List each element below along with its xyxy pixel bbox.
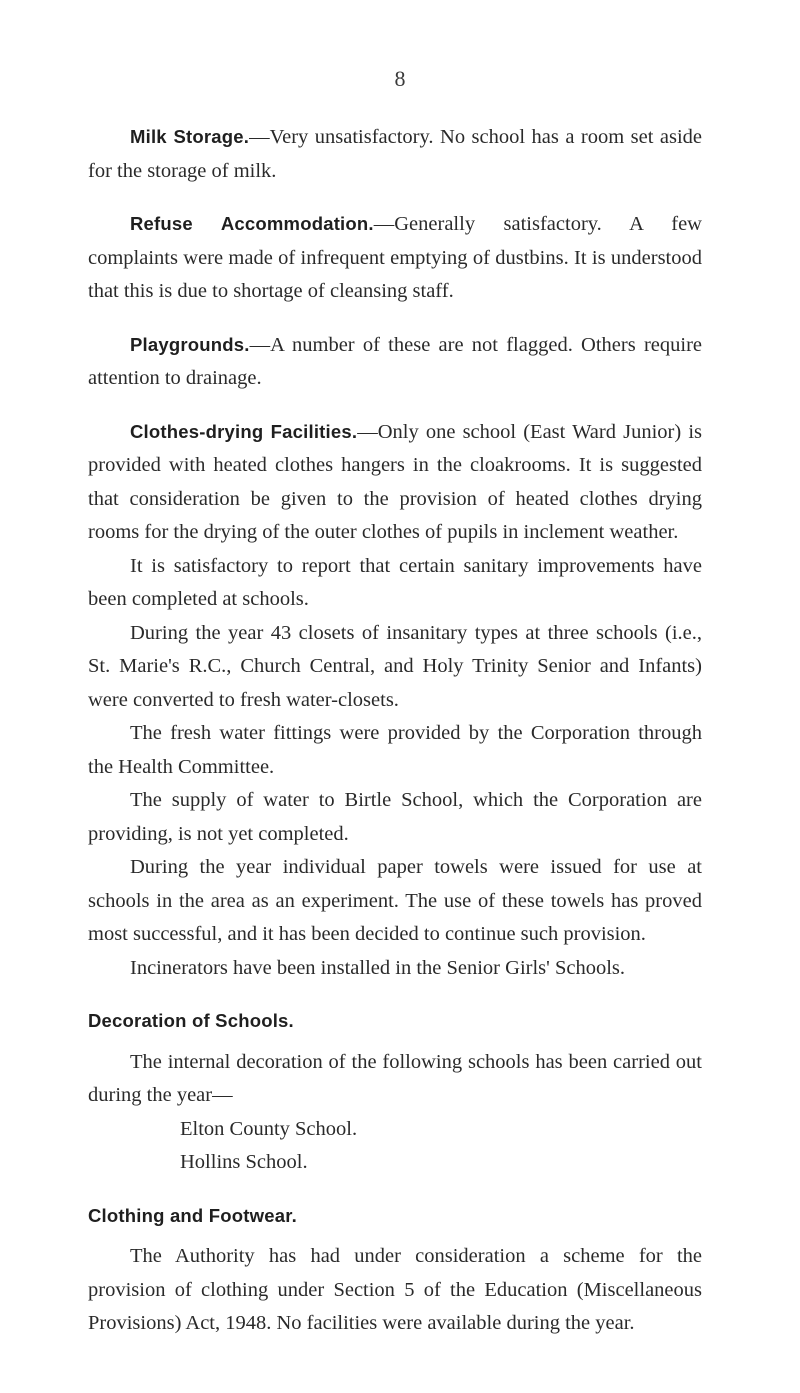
clothing-heading: Clothing and Footwear. [88,1204,297,1226]
playgrounds-text: —A number of these are not flagged. Others require attention to drainage. [88,333,702,389]
page-number: 8 [394,66,406,91]
birtle-water-supply-paragraph: The supply of water to Birtle School, which the Corporation are providing, is not yet completed. [88,789,702,845]
document-body [88,120,702,1341]
clothes-drying-text: —Only one school (East Ward Junior) is provided with heated clothes hangers in the cloakrooms. It is suggested that consideration be given to the provision of heated clothes drying rooms for the drying of the outer clothes of pupils in inclement weather. [88,420,702,543]
clothes-drying-paragraph [88,415,702,550]
decoration-school-item: Elton County School. [180,1117,358,1140]
refuse-accommodation-text: —Generally satisfactory. A few complaints were made of infrequent emptying of dustbins. It is understood that this is due to shortage of cleansing staff. [88,213,702,302]
clothing-text: The Authority has had under consideration a scheme for the provision of clothing under Section 5 of the Education (Miscellaneous Provisions) Act, 1948. No facilities were available during the year. [88,1245,702,1334]
playgrounds-paragraph [88,328,702,396]
milk-storage-text: —Very unsatisfactory. No school has a room set aside for the storage of milk. [88,126,702,182]
fresh-water-fittings-paragraph: The fresh water fittings were provided by the Corporation through the Health Committee. [88,722,702,778]
refuse-accommodation-heading: Refuse Accommodation. [130,213,374,234]
milk-storage-paragraph [88,120,702,188]
decoration-school-item: Hollins School. [180,1151,308,1173]
decoration-heading: Decoration of Schools. [88,1010,294,1031]
milk-storage-heading: Milk Storage. [130,126,250,147]
playgrounds-heading: Playgrounds. [130,333,250,355]
decoration-intro: The internal decoration of the following schools has been carried out during the year— [88,1050,702,1106]
incinerators-paragraph: Incinerators have been installed in the Senior Girls' Schools. [130,956,626,979]
refuse-accommodation-paragraph [88,207,702,309]
sanitary-improvements-paragraph: It is satisfactory to report that certain sanitary improvements have been completed at schools. [88,554,702,610]
paper-towels-paragraph: During the year individual paper towels were issued for use at schools in the area as an experiment. The use of these towels has proved most successful, and it has been decided to continue such provision. [88,856,702,945]
closets-converted-paragraph: During the year 43 closets of insanitary types at three schools (i.e., St. Marie's R.C., Church Central, and Holy Trinity Senior and Infants) were converted to fresh water-closets. [88,621,702,711]
clothes-drying-heading: Clothes-drying Facilities. [130,420,358,442]
